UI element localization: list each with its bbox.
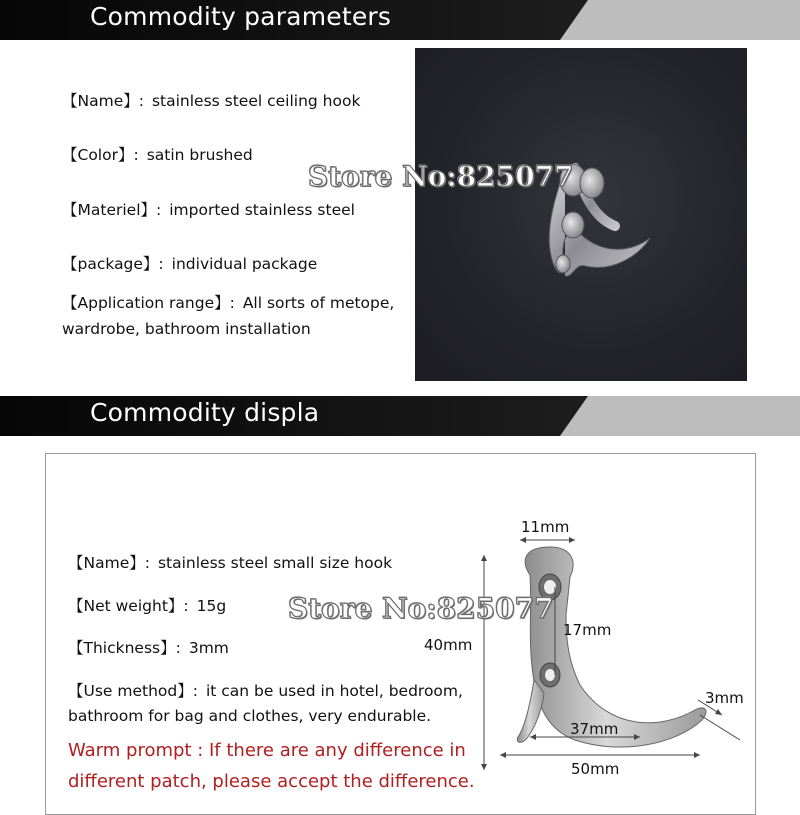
dimension-width: 50mm (571, 760, 620, 778)
param-use-method: 【Use method】: it can be used in hotel, bedroom, (68, 682, 463, 700)
dimension-arm: 37mm (570, 720, 619, 738)
param-thickness: 【Thickness】: 3mm (68, 639, 229, 657)
warm-prompt-line2: different patch, please accept the difference. (68, 771, 475, 792)
section-banner-display (0, 396, 800, 436)
param-application-range-cont: wardrobe, bathroom installation (62, 320, 311, 338)
section-title: Commodity parameters (90, 2, 392, 31)
param-color: 【Color】: satin brushed (62, 146, 253, 164)
param-material: 【Materiel】: imported stainless steel (62, 201, 355, 219)
dimension-thickness: 3mm (705, 689, 744, 707)
section-banner-parameters (0, 0, 800, 40)
product-photo (415, 48, 747, 381)
store-watermark: Store No:825077 (288, 592, 554, 625)
dimension-hole-spacing: 17mm (563, 621, 612, 639)
param-use-method-cont: bathroom for bag and clothes, very endurable. (68, 707, 432, 725)
param-application-range: 【Application range】: All sorts of metope, (62, 294, 395, 312)
param-package: 【package】: individual package (62, 255, 318, 273)
dimension-top-width: 11mm (521, 518, 570, 536)
warm-prompt-line1: Warm prompt : If there are any difference in (68, 740, 466, 761)
param-name: 【Name】: stainless steel small size hook (68, 554, 393, 572)
param-name: 【Name】: stainless steel ceiling hook (62, 92, 361, 110)
store-watermark: Store No:825077 (308, 160, 574, 193)
dimension-height: 40mm (424, 636, 473, 654)
section-title: Commodity displa (90, 398, 320, 427)
param-net-weight: 【Net weight】: 15g (68, 597, 227, 615)
hook-photo-image (415, 48, 747, 381)
